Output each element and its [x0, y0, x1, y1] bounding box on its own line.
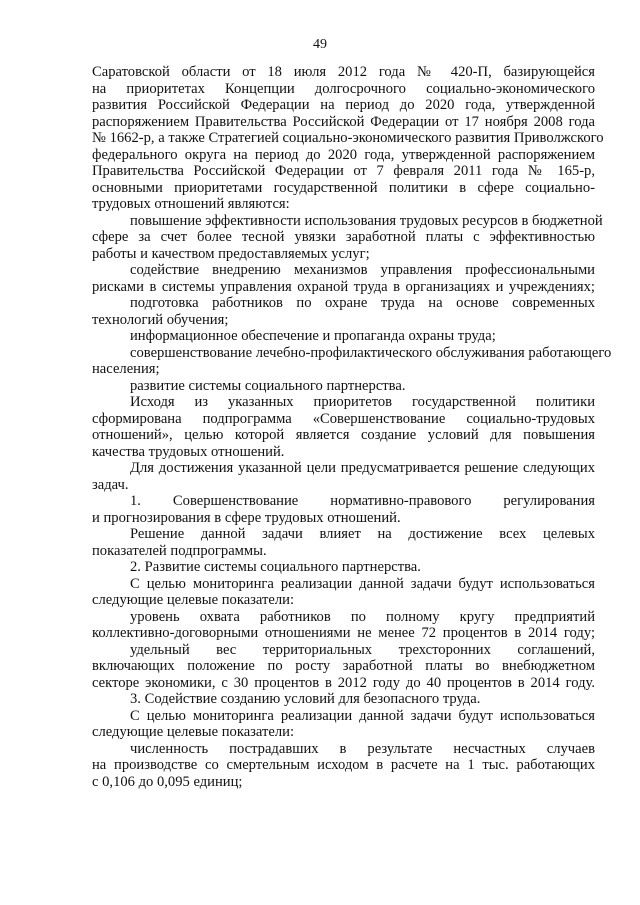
text-line: трудовых отношений являются: — [92, 196, 290, 212]
text-line: коллективно-договорными отношениями не менее 72 процентов в 2014 году; — [92, 625, 595, 641]
document-body — [92, 64, 612, 790]
text-line: секторе экономики, с 30 процентов в 2012 году до 40 процентов в 2014 году. — [92, 674, 595, 691]
text-line: включающих положение по росту заработной платы во внебюджетном — [92, 658, 595, 674]
text-line: показателей подпрограммы. — [92, 542, 267, 559]
text-line: № 1662-р, а также Стратегией социально-экономического развития Приволжского — [92, 130, 604, 146]
text-line: повышение эффективности использования трудовых ресурсов в бюджетной — [130, 212, 603, 229]
text-line: развитие системы социального партнерства. — [130, 377, 406, 394]
text-line: 2. Развитие системы социального партнерства. — [130, 559, 421, 575]
text-line: информационное обеспечение и пропаганда охраны труда; — [130, 328, 496, 344]
text-line: следующие целевые показатели: — [92, 592, 295, 608]
text-line: сфере за счет более тесной увязки заработной платы с эффективностью — [92, 229, 595, 245]
text-line: распоряжением Правительства Российской Федерации от 17 ноября 2008 года — [92, 113, 595, 130]
text-line: сформирована подпрограмма «Совершенствование социально-трудовых — [92, 410, 595, 427]
text-line: на приоритетах Концепции долгосрочного социально-экономического — [92, 80, 595, 97]
text-line: удельный вес территориальных трехсторонних соглашений, — [130, 641, 595, 658]
text-line: следующие целевые показатели: — [92, 724, 295, 740]
text-line: Решение данной задачи влияет на достижение всех целевых — [130, 526, 595, 542]
text-line: Правительства Российской Федерации от 7 февраля 2011 года № 165-р, — [92, 163, 595, 179]
text-line: Саратовской области от 18 июля 2012 года № 420-П, базирующейся — [92, 64, 595, 80]
text-line: С целью мониторинга реализации данной задачи будут использоваться — [130, 575, 595, 592]
text-line: совершенствование лечебно-профилактического обслуживания работающего — [130, 344, 612, 361]
text-line: численность пострадавших в результате несчастных случаев — [130, 740, 595, 757]
text-line: и прогнозирования в сфере трудовых отношений. — [92, 509, 401, 526]
text-line: отношений», целью которой является создание условий для повышения — [92, 427, 595, 443]
text-line: развития Российской Федерации на период до 2020 года, утвержденной — [92, 97, 595, 113]
text-line: 1. Совершенствование нормативно-правового регулирования — [130, 493, 595, 509]
text-line: с 0,106 до 0,095 единиц; — [92, 773, 243, 790]
text-line: основными приоритетами государственной политики в сфере социально- — [92, 179, 595, 196]
text-line: 3. Содействие созданию условий для безопасного труда. — [130, 691, 481, 707]
text-line: уровень охвата работников по полному кругу предприятий — [130, 608, 595, 625]
page-number: 49 — [313, 37, 327, 52]
text-line: подготовка работников по охране труда на основе современных — [130, 295, 595, 311]
text-line: работы и качеством предоставляемых услуг; — [92, 245, 370, 262]
text-line: Для достижения указанной цели предусматривается решение следующих — [130, 460, 595, 476]
text-line: С целью мониторинга реализации данной задачи будут использоваться — [130, 707, 595, 724]
text-line: качества трудовых отношений. — [92, 443, 285, 460]
text-line: рисками в системы управления охраной труда в организациях и учреждениях; — [92, 278, 595, 295]
text-line: федерального округа на период до 2020 года, утвержденной распоряжением — [92, 146, 595, 163]
text-line: технологий обучения; — [92, 311, 229, 328]
text-line: Исходя из указанных приоритетов государственной политики — [130, 394, 595, 410]
text-line: на производстве со смертельным исходом в расчете на 1 тыс. работающих — [92, 757, 595, 773]
text-line: содействие внедрению механизмов управления профессиональными — [130, 262, 595, 278]
text-line: населения; — [92, 361, 160, 377]
text-line: задач. — [92, 476, 129, 493]
